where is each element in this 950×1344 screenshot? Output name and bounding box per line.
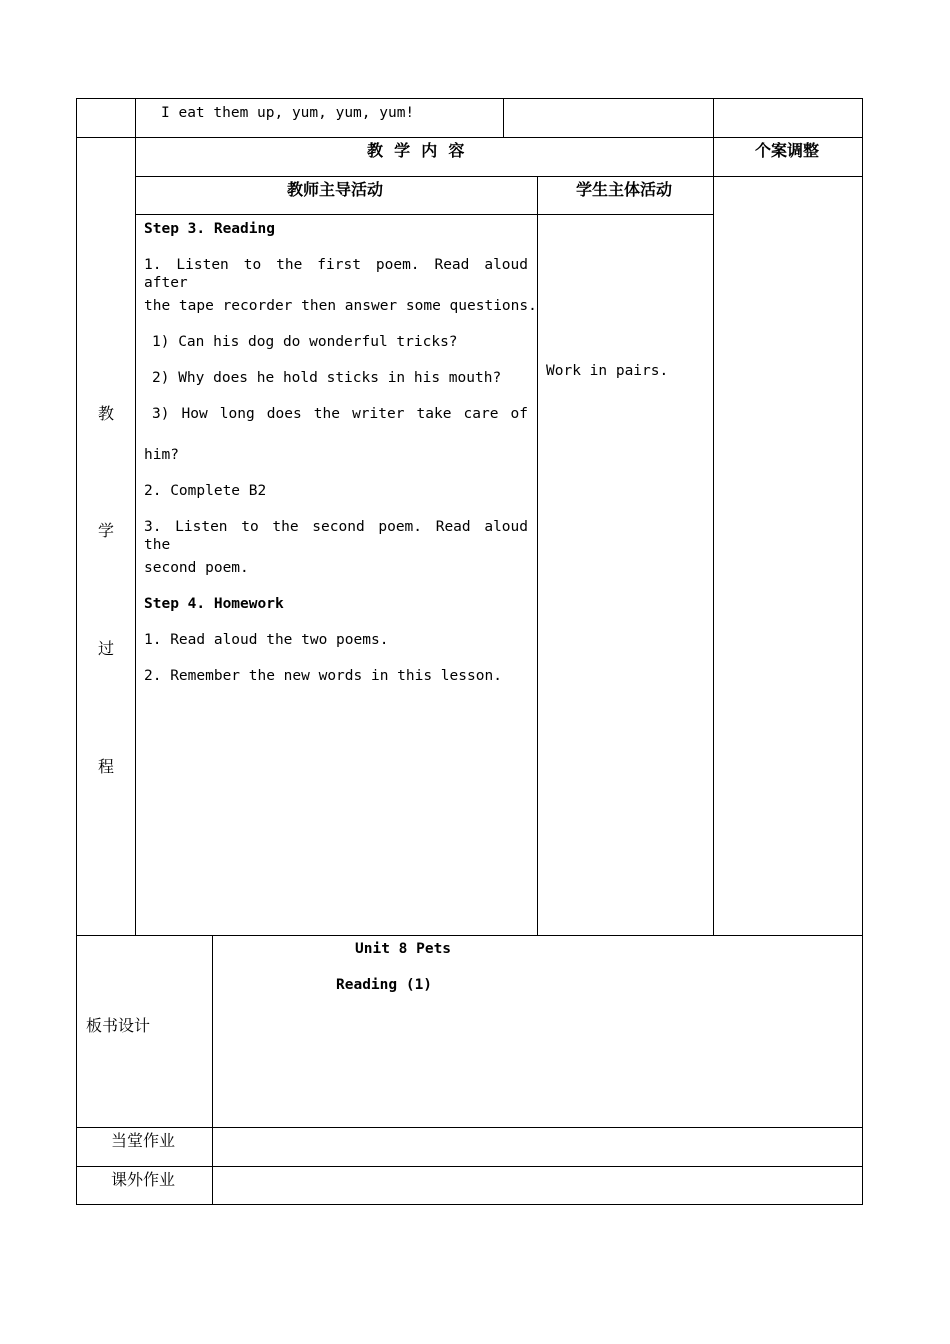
question-3-line1: 3) How long does the writer take care of bbox=[152, 406, 528, 422]
classwork-label: 当堂作业 bbox=[111, 1131, 176, 1150]
row-divider bbox=[76, 1127, 863, 1128]
table-border-left bbox=[76, 98, 77, 1205]
question-2: 2) Why does he hold sticks in his mouth? bbox=[152, 370, 502, 386]
side-label-char: 教 bbox=[98, 404, 115, 423]
row-divider bbox=[76, 1166, 863, 1167]
table-border-bottom bbox=[76, 1204, 863, 1205]
board-subtitle: Reading (1) bbox=[336, 977, 433, 993]
step3-item2: 2. Complete B2 bbox=[144, 483, 267, 499]
side-label-char: 过 bbox=[98, 639, 115, 658]
row-divider bbox=[76, 137, 863, 138]
column-divider bbox=[713, 98, 714, 936]
row-divider bbox=[135, 214, 713, 215]
individual-adjustment-header: 个案调整 bbox=[755, 141, 820, 160]
column-divider bbox=[135, 98, 136, 936]
top-row-text: I eat them up, yum, yum, yum! bbox=[161, 105, 415, 121]
column-divider bbox=[212, 935, 213, 1205]
homework-item-1: 1. Read aloud the two poems. bbox=[144, 632, 389, 648]
table-border-right bbox=[862, 98, 863, 1205]
step4-title: Step 4. Homework bbox=[144, 596, 284, 612]
row-divider bbox=[76, 935, 863, 936]
question-1: 1) Can his dog do wonderful tricks? bbox=[152, 334, 458, 350]
question-3-line2: him? bbox=[144, 447, 179, 463]
step3-title: Step 3. Reading bbox=[144, 221, 275, 237]
step3-item1-line1: 1. Listen to the first poem. Read aloud after bbox=[144, 257, 528, 291]
step3-item3-line1: 3. Listen to the second poem. Read aloud the bbox=[144, 519, 528, 553]
side-label-char: 程 bbox=[98, 757, 115, 776]
step3-item3-line2: second poem. bbox=[144, 560, 249, 576]
column-divider bbox=[537, 176, 538, 936]
homework-item-2: 2. Remember the new words in this lesson. bbox=[144, 668, 502, 684]
board-title: Unit 8 Pets bbox=[355, 941, 452, 957]
board-design-label: 板书设计 bbox=[86, 1016, 151, 1035]
student-activity-text: Work in pairs. bbox=[546, 363, 669, 379]
column-divider bbox=[503, 98, 504, 137]
row-divider bbox=[135, 176, 863, 177]
side-label-char: 学 bbox=[98, 521, 115, 540]
table-border-top bbox=[76, 98, 863, 99]
step3-item1-line2: the tape recorder then answer some questions. bbox=[144, 298, 537, 314]
teacher-activity-header: 教师主导活动 bbox=[287, 180, 384, 199]
student-activity-header: 学生主体活动 bbox=[576, 180, 673, 199]
homework-label: 课外作业 bbox=[111, 1170, 176, 1189]
teaching-content-header: 教 学 内 容 bbox=[367, 141, 465, 160]
